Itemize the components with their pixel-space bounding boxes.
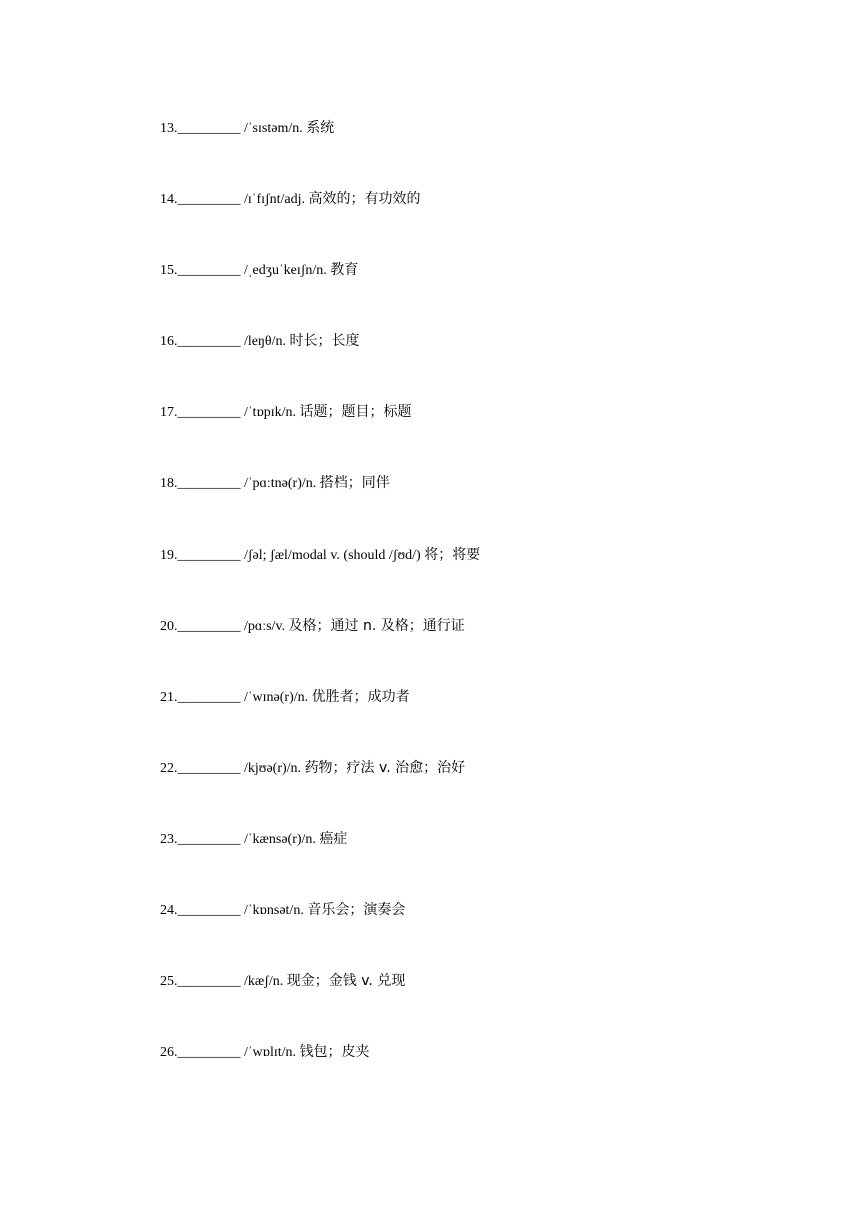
chinese-meaning: 优胜者；成功者 [311,688,410,705]
answer-blank: _________ [177,334,241,350]
answer-blank: _________ [177,903,241,919]
phonetic-definition: /ˈkænsə(r)/n. [240,831,320,847]
vocab-item-17 [160,402,780,473]
chinese-meaning: 话题；题目；标题 [299,404,412,421]
chinese-meaning: 时长；长度 [289,333,360,350]
phonetic-definition: /ˈsɪstəm/n. [240,121,307,136]
vocab-item-14 [160,189,780,260]
phonetic-definition: /pɑːs/v. [240,618,289,634]
item-number: 14. [160,192,178,208]
vocab-item-23 [160,829,780,900]
phonetic-definition: /ˌedʒuˈkeɪʃn/n. [240,263,331,279]
answer-blank: _________ [177,121,241,136]
chinese-meaning: 及格；通过 n. 及格；通行证 [288,617,465,634]
answer-blank: _________ [177,405,241,421]
vocab-item-18 [160,473,780,544]
vocab-item-24 [160,900,780,971]
item-number: 24. [160,903,178,919]
phonetic-definition: /ˈwɪnə(r)/n. [240,689,312,705]
vocab-item-13 [160,118,780,189]
item-number: 21. [160,689,178,705]
answer-blank: _________ [177,689,241,705]
item-number: 17. [160,405,178,421]
answer-blank: _________ [177,476,241,492]
answer-blank: _________ [177,974,241,990]
answer-blank: _________ [177,263,241,279]
phonetic-definition: /ˈwɒlɪt/n. [240,1045,300,1061]
answer-blank: _________ [177,831,241,847]
chinese-meaning: 药物；疗法 v. 治愈；治好 [304,759,466,776]
chinese-meaning: 高效的；有功效的 [308,191,421,208]
answer-blank: _________ [177,192,241,208]
chinese-meaning: 钱包；皮夹 [299,1044,370,1061]
item-number: 26. [160,1045,178,1061]
vocab-item-26 [160,1042,780,1113]
vocabulary-list [160,118,780,1113]
item-number: 18. [160,476,178,492]
item-number: 22. [160,760,178,776]
vocab-item-15 [160,260,780,331]
answer-blank: _________ [177,547,241,563]
item-number: 13. [160,121,178,136]
vocab-item-19 [160,545,780,616]
phonetic-definition: /kæʃ/n. [240,974,287,990]
phonetic-definition: /ˈtɒpɪk/n. [240,405,300,421]
vocab-item-16 [160,331,780,402]
vocab-item-25 [160,971,780,1042]
chinese-meaning: 癌症 [319,830,348,847]
vocab-item-20 [160,616,780,687]
vocab-item-22 [160,758,780,829]
phonetic-definition: /ʃəl; ʃæl/modal v. (should /ʃʊd/) [240,547,425,563]
answer-blank: _________ [177,760,241,776]
chinese-meaning: 系统 [306,120,335,136]
item-number: 19. [160,547,178,563]
item-number: 15. [160,263,178,279]
vocab-item-21 [160,687,780,758]
phonetic-definition: /leŋθ/n. [240,334,290,350]
item-number: 25. [160,974,178,990]
chinese-meaning: 搭档；同伴 [319,475,390,492]
chinese-meaning: 现金；金钱 v. 兑现 [286,973,406,990]
item-number: 16. [160,334,178,350]
answer-blank: _________ [177,1045,241,1061]
phonetic-definition: /ɪˈfɪʃnt/adj. [240,192,309,208]
phonetic-definition: /ˈpɑːtnə(r)/n. [240,476,320,492]
chinese-meaning: 教育 [330,262,359,279]
chinese-meaning: 将；将要 [424,546,481,563]
item-number: 20. [160,618,178,634]
phonetic-definition: /ˈkɒnsət/n. [240,903,308,919]
phonetic-definition: /kjʊə(r)/n. [240,760,305,776]
chinese-meaning: 音乐会；演奏会 [307,902,406,919]
item-number: 23. [160,831,178,847]
answer-blank: _________ [177,618,241,634]
